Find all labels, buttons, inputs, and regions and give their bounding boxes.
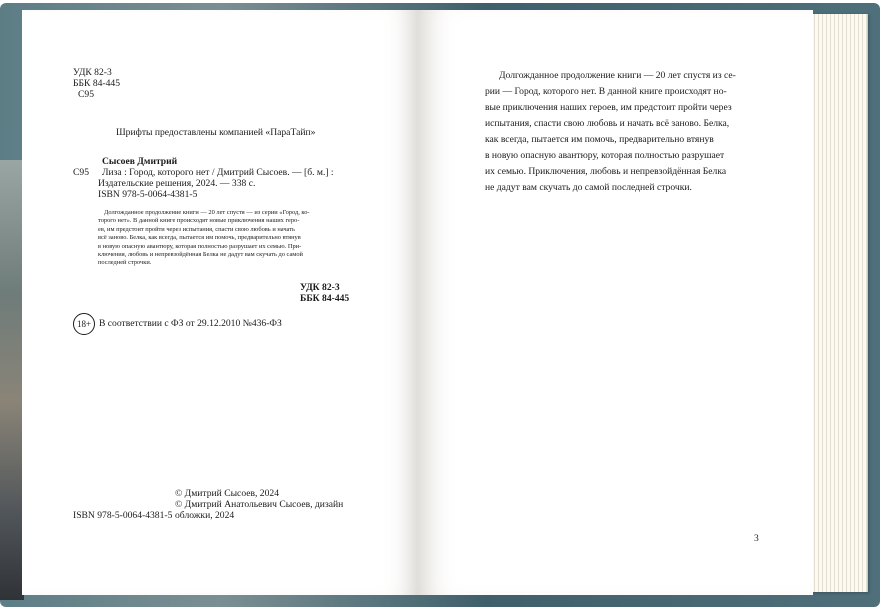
udk-top: УДК 82-3	[73, 67, 112, 78]
description-line: испытания, спасти свою любовь и начать всё заново. Белка,	[485, 118, 730, 129]
copyright-author: © Дмитрий Сысоев, 2024	[175, 488, 279, 499]
page-edges-stack	[811, 14, 868, 592]
description-line: вые приключения наших героев, им предстоит пройти через	[485, 102, 732, 113]
udk-bottom: УДК 82-3	[300, 282, 340, 293]
description-line: их семью. Приключения, любовь и непревзойдённая Белка	[485, 166, 727, 177]
bib-line-2: Издательские решения, 2024. — 338 с.	[98, 178, 256, 189]
description-text	[485, 68, 759, 196]
annotation-line: в новую опасную авантюру, которая полностью разрушает их семью. При-	[98, 242, 302, 250]
copyright-design-line-1: © Дмитрий Анатольевич Сысоев, дизайн	[175, 499, 344, 510]
law-note: В соответствии с ФЗ от 29.12.2010 №436-ФЗ	[99, 318, 282, 329]
code-top: С95	[78, 89, 94, 100]
annotation-line: ев, им предстоит пройти через испытания, спасти свою любовь и начать	[98, 225, 295, 233]
annotation-line: последней строчки.	[98, 259, 152, 267]
description-line: в новую опасную авантюру, которая полностью разрушает	[485, 150, 725, 161]
catalog-code: С95	[73, 167, 89, 178]
bbk-bottom: ББК 84-445	[300, 293, 350, 304]
description-line: как всегда, пытается им помочь, предварительно втянув	[485, 134, 714, 145]
fonts-note: Шрифты предоставлены компанией «ПараТайп»	[116, 127, 316, 138]
description-line: не дадут вам скучать до самой последней строчки.	[485, 182, 692, 193]
annotation	[98, 209, 349, 268]
annotation-line: торого нет». В данной книге происходят новые приключения наших геро-	[98, 217, 300, 225]
isbn-bottom: ISBN 978-5-0064-4381-5	[73, 510, 173, 521]
annotation-line: Долгожданное продолжение книги — 20 лет спустя — из серии «Город, ко-	[104, 209, 310, 216]
cover-photo-edge	[0, 160, 24, 600]
description-line: рии — Город, которого нет. В данной книге происходят но-	[485, 86, 727, 97]
bib-line-1: Лиза : Город, которого нет / Дмитрий Сысоев. — [б. м.] :	[102, 167, 334, 178]
copyright-design-line-2: обложки, 2024	[175, 510, 235, 521]
age-rating-badge: 18+	[73, 313, 95, 335]
description-line: Долгожданное продолжение книги — 20 лет спустя из се-	[499, 70, 736, 81]
isbn-line: ISBN 978-5-0064-4381-5	[98, 189, 198, 200]
page-number: 3	[754, 533, 759, 544]
author-name: Сысоев Дмитрий	[102, 156, 178, 167]
annotation-line: ключения, любовь и непревзойдённая Белка не дадут вам скучать до самой	[98, 251, 303, 259]
bbk-top: ББК 84-445	[73, 78, 120, 89]
annotation-line: всё заново. Белка, как всегда, пытается им помочь, предварительно втянув	[98, 234, 301, 242]
